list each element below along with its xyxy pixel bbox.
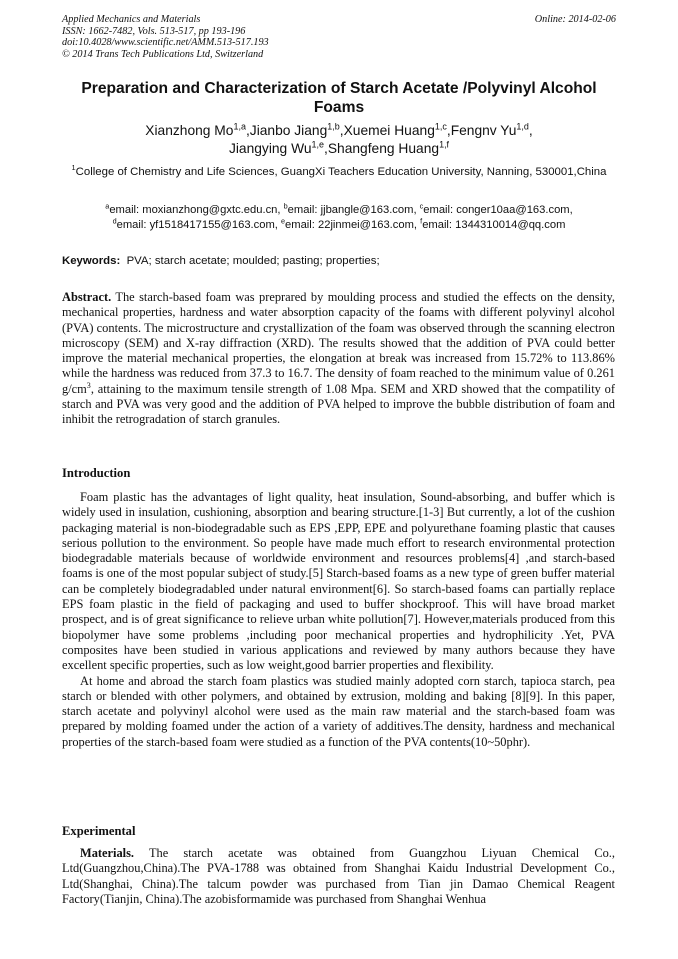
abstract (62, 290, 615, 428)
email-mark: f (420, 215, 423, 225)
doi-line: doi:10.4028/www.scientific.net/AMM.513-517.193 (62, 37, 269, 48)
keywords-text: PVA; starch acetate; moulded; pasting; properties; (126, 255, 380, 267)
author-affil-mark: 1,b (327, 121, 340, 132)
author-name: Jiangying Wu (228, 141, 312, 156)
author-separator: , (528, 123, 533, 138)
keywords-label: Keywords: (62, 255, 121, 267)
email-text: email: moxianzhong@gxtc.edu.cn, (109, 204, 284, 216)
email-text: email: 1344310014@qq.com (422, 218, 566, 231)
keywords (62, 254, 616, 268)
author-name: Fengnv Yu (450, 123, 517, 138)
author-separator: , (446, 123, 451, 138)
abstract-text-cont: , attaining to the maximum tensile strength of 1.08 Mpa. SEM and XRD showed that the compatility of starch and PVA was very good and the addition of PVA helped to improve the bubble distribution of foam and inhibit the retrogradation of starch granules. (62, 381, 615, 427)
author-separator: , (339, 123, 344, 138)
email-text: email: jjbangle@163.com, (287, 204, 420, 216)
paper-title (62, 79, 616, 117)
affiliation-mark: 1 (71, 163, 76, 173)
email-text: email: conger10aa@163.com, (423, 204, 573, 216)
author-name: Xuemei Huang (343, 123, 435, 138)
author-affil-mark: 1,c (434, 121, 447, 132)
introduction-body (62, 490, 615, 750)
author-list (62, 122, 616, 158)
email-mark: b (283, 201, 288, 211)
copyright-line: © 2014 Trans Tech Publications Ltd, Switzerland (62, 48, 264, 60)
abstract-superscript: 3 (86, 380, 91, 390)
affiliation (62, 165, 616, 180)
experimental-body (62, 846, 615, 907)
experimental-paragraph (62, 846, 615, 907)
issn-line: ISSN: 1662-7482, Vols. 513-517, pp 193-196 (62, 25, 246, 37)
email-mark: c (419, 201, 424, 211)
abstract-label: Abstract. (62, 290, 112, 304)
author-separator: , (245, 123, 250, 138)
journal-meta (62, 14, 269, 60)
email-text: email: 22jinmei@163.com, (285, 218, 421, 231)
author-separator: , (323, 141, 328, 156)
author-affil-mark: 1,f (439, 139, 450, 150)
email-mark: e (281, 215, 286, 225)
journal-name: Applied Mechanics and Materials (62, 14, 201, 25)
section-heading-experimental: Experimental (62, 824, 136, 838)
section-heading-introduction: Introduction (62, 466, 131, 480)
materials-text: The starch acetate was obtained from Guangzhou Liyuan Chemical Co., Ltd(Guangzhou,China).The PVA-1788 was obtained from Shanghai Kaidu Industrial Development Co., Ltd(Shanghai, China).The talcum powder was purchased from Tian jin Damao Chemical Reagent Factory(Tianjin, China).The azobisformamide was purchased from Shanghai Wenhua (62, 846, 615, 906)
email-mark: d (112, 215, 117, 225)
author-name: Jianbo Jiang (249, 123, 328, 138)
introduction-paragraph: At home and abroad the starch foam plastics was studied mainly adopted corn starch, tapioca starch, pea starch or blended with other polymers, and obtained by extrusion, molding and baking [8][9]. In this paper, starch acetate and polyvinyl alcohol were used as the main raw material and the starch-based foam was prepared by molding foamed under the action of a variety of additives.The density, hardness and mechanical properties of the starch-based foam were studied as a function of the PVA contents(10~50phr). (62, 673, 615, 749)
materials-run-in: Materials. (80, 846, 135, 860)
title-line-1: Preparation and Characterization of Starch Acetate /Polyvinyl Alcohol (81, 80, 597, 97)
introduction-paragraph: Foam plastic has the advantages of light quality, heat insulation, Sound-absorbing, and buffer which is widely used in insulation, cushioning, absorption and bearing structure.[1-3] But currently, a lot of the cushion packaging material is non-biodegradable such as EPS ,EPP, EPE and polyurethane foaming plastic that causes serious pollution to the environment. So people have made much effort to research environmental protection biodegradable materials because of worldwide environment and resources problems[4] ,and starch-based foams is one of the most popular subject of study.[5] Starch-based foams as a new type of green buffer material can be completely biodegradabled under natural environment[6]. So starch-based foams can partially replace EPS foam plastic in the field of packaging and used to buffer shockproof. This will have broad market prospect, and is of great significance to relieve urban white pollution[7]. However,materials produced from this biopolymer have some problems ,including poor mechanical properties and hydrophilicity .Yet, PVA composites have been studied in various applications and reviewed by many authors because they have excellent specific properties, such as low weight,good barrier properties and flexibility. (62, 490, 615, 673)
author-affil-mark: 1,e (311, 139, 324, 150)
email-mark: a (105, 201, 110, 211)
author-name: Shangfeng Huang (327, 141, 440, 156)
author-name: Xianzhong Mo (145, 123, 234, 138)
title-line-2: Foams (313, 99, 365, 116)
affiliation-text: College of Chemistry and Life Sciences, GuangXi Teachers Education University, Nanning, 530001,China (75, 166, 607, 178)
author-affil-mark: 1,a (233, 121, 246, 132)
author-affil-mark: 1,d (516, 121, 529, 132)
online-date: Online: 2014-02-06 (534, 14, 616, 25)
email-list (62, 203, 616, 232)
abstract-text: The starch-based foam was preprared by moulding process and studied the effects on the density, mechanical properties, hardness and water absorption capacity of the foams with different polyvinyl alcohol (PVA) contents. The microstructure and crystallization of the foam was observed through the scanning electron microscopy (SEM) and X-ray diffraction (XRD). The results showed that the addition of PVA could better improve the material mechanical properties, the elongation at break was increased from 15.72% to 113.86% while the hardness was reduced from 37.3 to 16.7. The density of foam reached to the minimum value of 0.261 g/cm (62, 290, 615, 396)
email-text: email: yf1518417155@163.com, (116, 218, 281, 231)
